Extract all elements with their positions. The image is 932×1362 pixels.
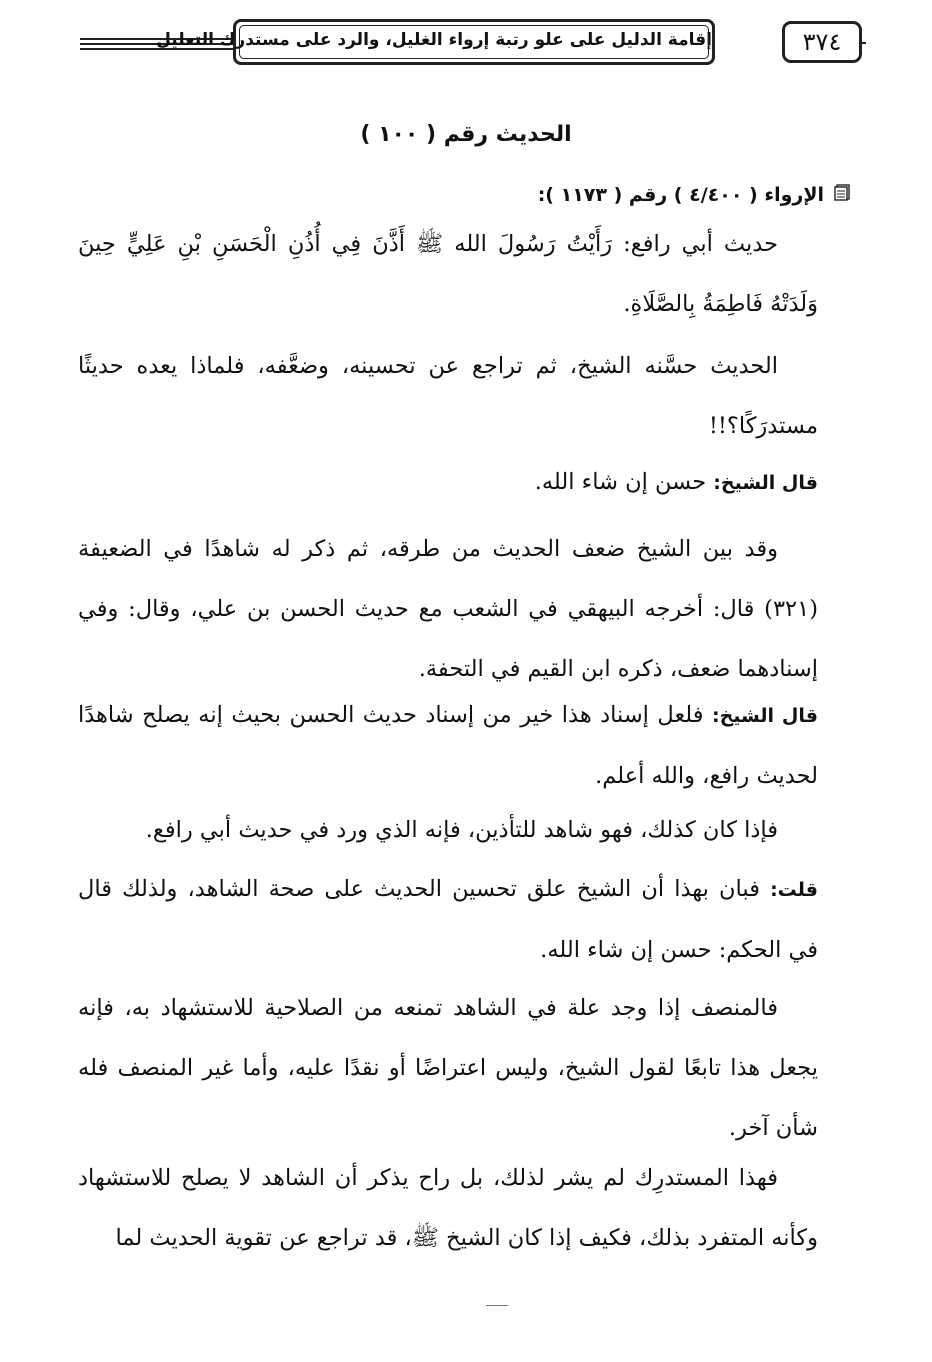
paragraph-text: حديث أبي رافع: رَأَيْتُ رَسُولَ الله ﷺ أَذَّنَ فِي أُذُنِ الْحَسَنِ بْنِ عَلِيٍّ حِينَ وَلَدَتْهُ فَاطِمَةُ بِالصَّلَاةِ. bbox=[78, 231, 818, 317]
paragraph-text: حسن إن شاء الله. bbox=[534, 469, 714, 495]
paragraph bbox=[78, 685, 818, 806]
paragraph-text: وقد بين الشيخ ضعف الحديث من طرقه، ثم ذكر له شاهدًا في الضعيفة (٣٢١) قال: أخرجه البيهقي في الشعب مع حديث الحسن بن علي، وقال: وفي إسنادهما ضعف، ذكره ابن القيم في التحفة. bbox=[78, 536, 818, 682]
paragraph bbox=[78, 452, 818, 513]
paragraph bbox=[78, 519, 818, 699]
paragraph-text: فلعل إسناد هذا خير من إسناد حديث الحسن بحيث إنه يصلح شاهدًا لحديث رافع، والله أعلم. bbox=[78, 702, 818, 789]
paragraph-text: فبان بهذا أن الشيخ علق تحسين الحديث على صحة الشاهد، ولذلك قال في الحكم: حسن إن شاء الله. bbox=[78, 876, 818, 963]
running-title: إقامة الدليل على علو رتبة إرواء الغليل، والرد على مستدرك التعليل bbox=[156, 30, 712, 50]
paragraph bbox=[78, 859, 818, 980]
source-reference bbox=[538, 183, 852, 206]
header-rule bbox=[862, 42, 866, 44]
book-icon bbox=[834, 183, 852, 206]
paragraph bbox=[78, 978, 818, 1158]
source-reference-text: الإرواء ( ٤/٤٠٠ ) رقم ( ١١٧٣ ): bbox=[537, 184, 824, 206]
paragraph-text: فالمنصف إذا وجد علة في الشاهد تمنعه من الصلاحية للاستشهاد به، فإنه يجعل هذا تابعًا لقول الشيخ، وليس اعتراضًا أو نقدًا عليه، وأما غير المنصف فله شأن آخر. bbox=[78, 995, 818, 1141]
paragraph-lead: قلت: bbox=[770, 879, 818, 901]
paragraph bbox=[78, 1148, 818, 1268]
paragraph-lead: قال الشيخ: bbox=[713, 472, 818, 494]
hadith-heading: الحديث رقم ( ١٠٠ ) bbox=[360, 122, 572, 147]
paragraph-text: فإذا كان كذلك، فهو شاهد للتأذين، فإنه الذي ورد في حديث أبي رافع. bbox=[145, 817, 778, 843]
paragraph-lead: قال الشيخ: bbox=[711, 705, 818, 727]
running-title-frame bbox=[156, 19, 715, 65]
paragraph bbox=[78, 336, 818, 456]
page-foot-mark bbox=[486, 1305, 508, 1306]
paragraph-text: الحديث حسَّنه الشيخ، ثم تراجع عن تحسينه، وضعَّفه، فلماذا يعده حديثًا مستدرَكًا؟!! bbox=[78, 353, 818, 439]
paragraph bbox=[78, 800, 818, 860]
page-number-frame bbox=[782, 21, 862, 63]
page-number: ٣٧٤ bbox=[802, 28, 842, 56]
paragraph-text: فهذا المستدرِك لم يشر لذلك، بل راح يذكر أن الشاهد لا يصلح للاستشهاد وكأنه المتفرد بذلك، فكيف إذا كان الشيخ ﷺ، قد تراجع عن تقوية الحديث لما bbox=[78, 1165, 818, 1251]
paragraph bbox=[78, 214, 818, 334]
